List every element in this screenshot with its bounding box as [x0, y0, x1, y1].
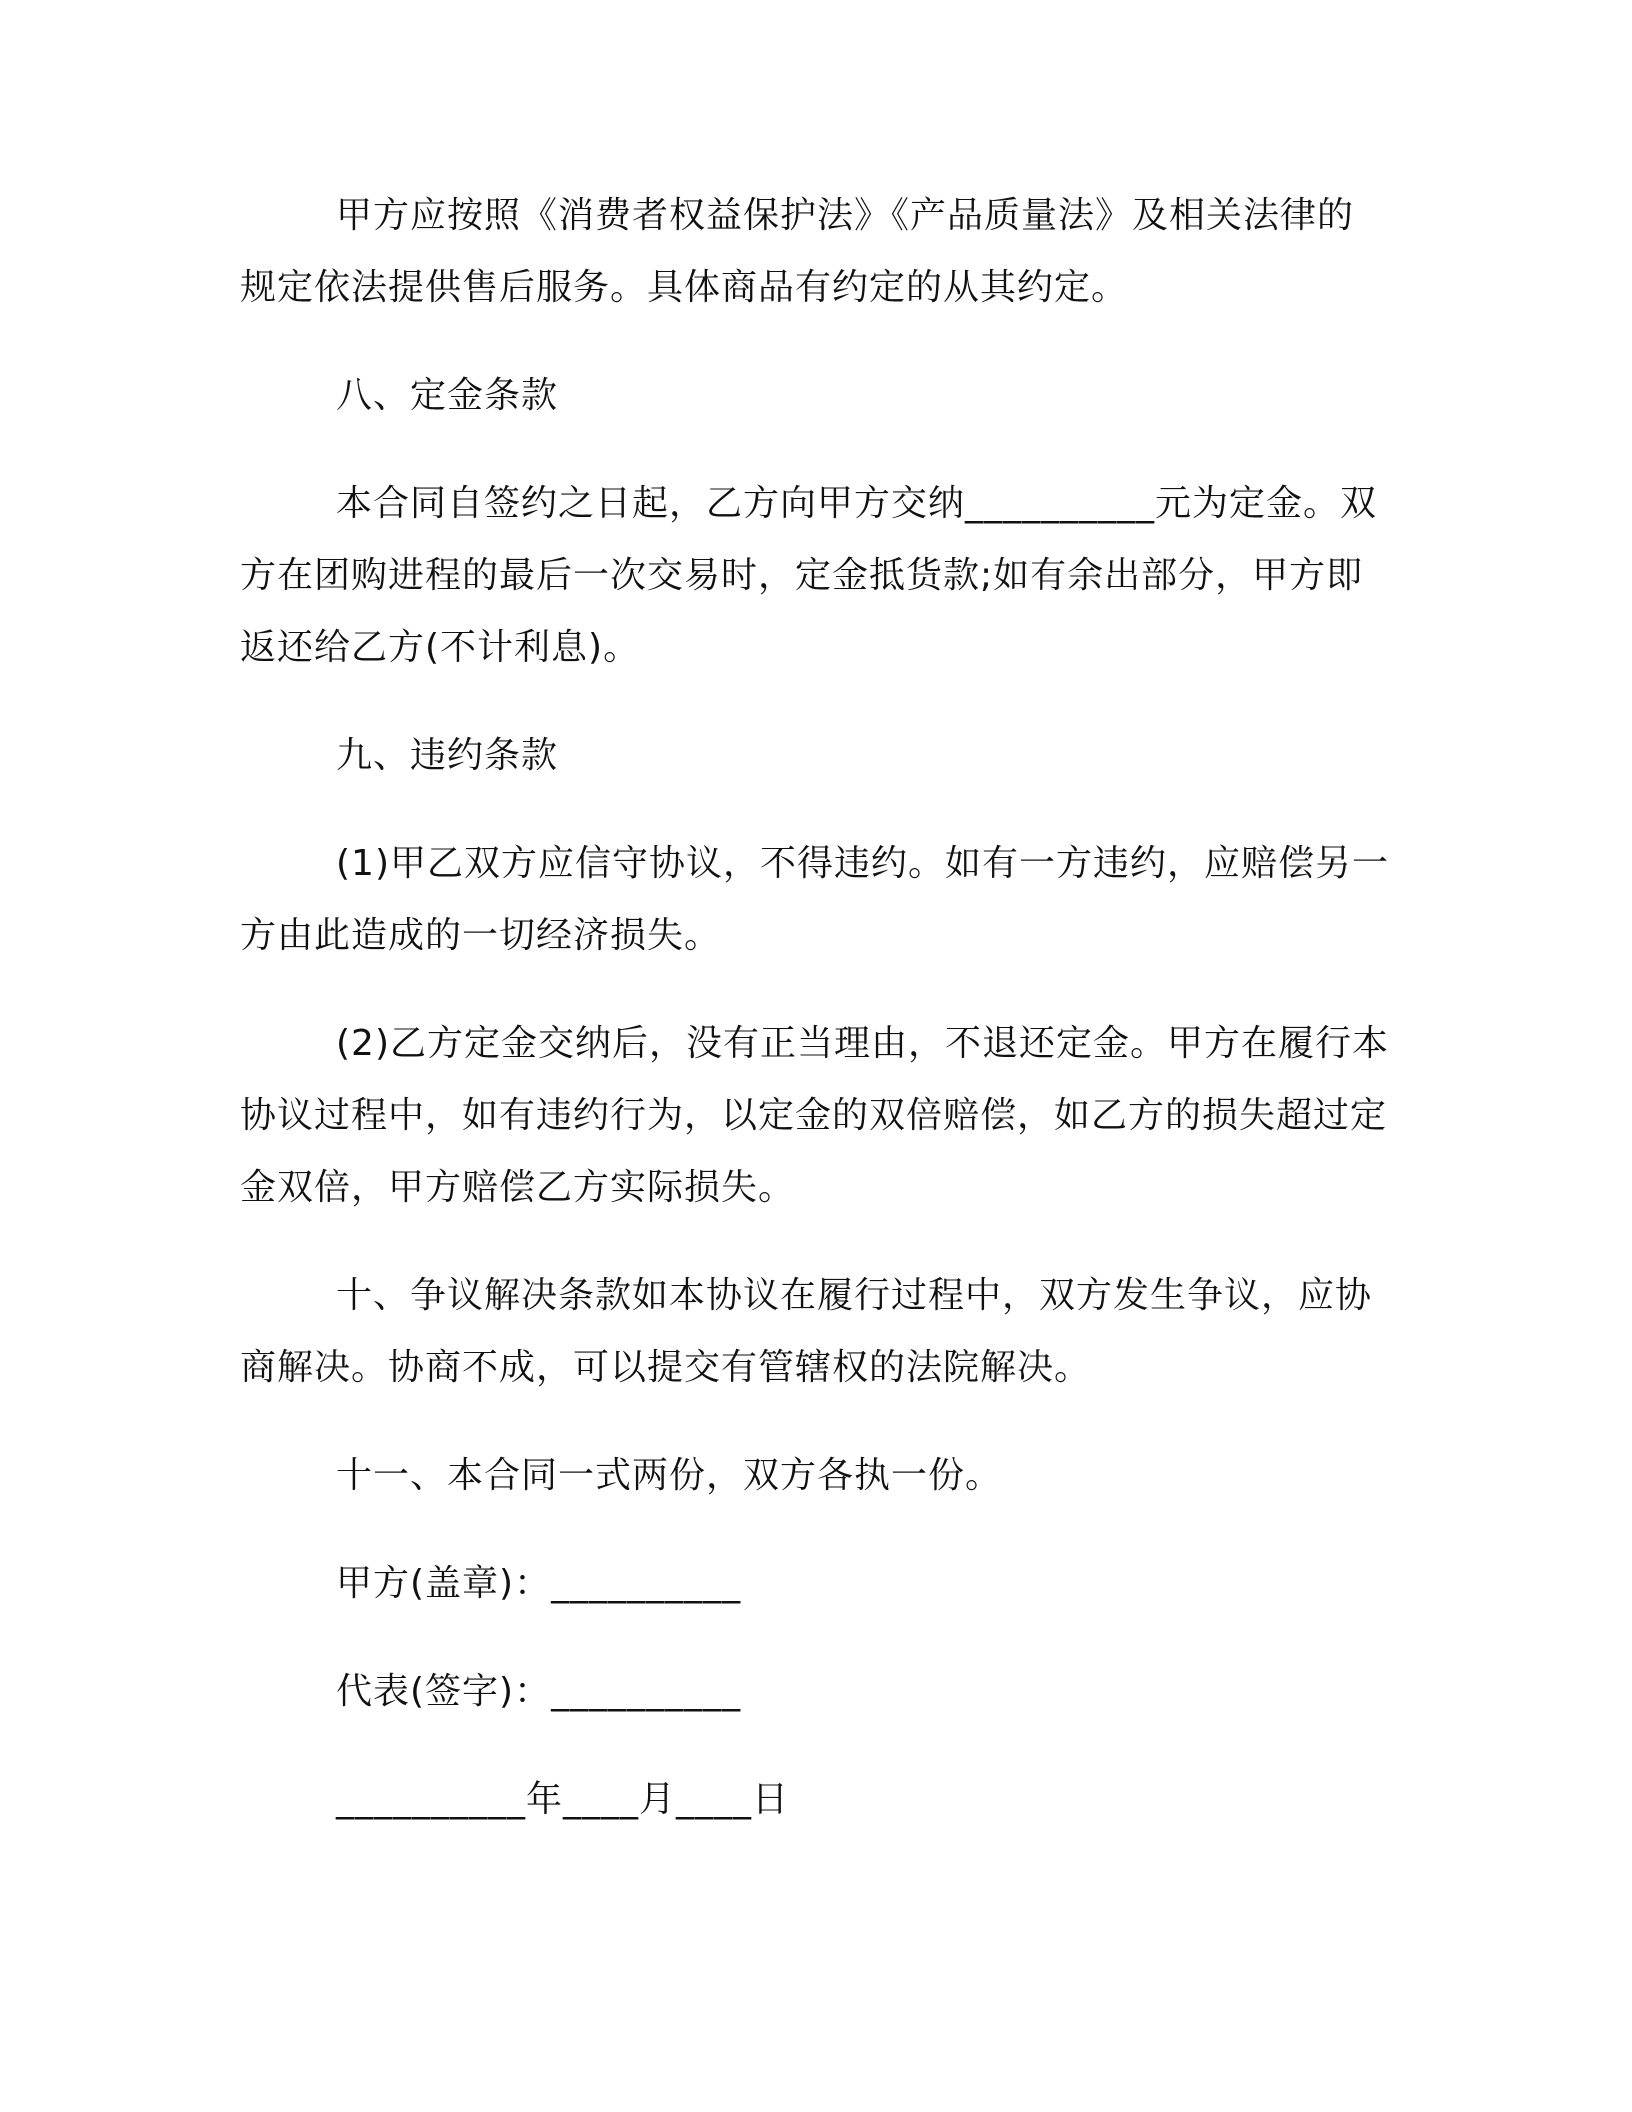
paragraph-breach-2: (2)乙方定金交纳后，没有正当理由，不退还定金。甲方在履行本协议过程中，如有违约行为，以定金的双倍赔偿，如乙方的损失超过定金双倍，甲方赔偿乙方实际损失。 [240, 1023, 1389, 1208]
heading-breach-clause: 九、违约条款 [336, 735, 559, 776]
signature-date: __________年____月____日 [336, 1779, 789, 1820]
paragraph-deposit: 本合同自签约之日起，乙方向甲方交纳__________元为定金。双方在团购进程的最后一次交易时，定金抵货款;如有余出部分，甲方即返还给乙方(不计利息)。 [240, 483, 1378, 668]
paragraph-dispute: 十、争议解决条款如本协议在履行过程中，双方发生争议，应协商解决。协商不成，可以提交有管辖权的法院解决。 [240, 1275, 1373, 1388]
paragraph-breach-1: (1)甲乙双方应信守协议，不得违约。如有一方违约，应赔偿另一方由此造成的一切经济损失。 [240, 843, 1389, 956]
signature-representative: 代表(签字)：__________ [336, 1671, 742, 1712]
paragraph-after-sales: 甲方应按照《消费者权益保护法》《产品质量法》及相关法律的规定依法提供售后服务。具体商品有约定的从其约定。 [240, 195, 1355, 308]
heading-copies: 十一、本合同一式两份，双方各执一份。 [336, 1455, 1003, 1496]
signature-party-a: 甲方(盖章)：__________ [336, 1563, 742, 1604]
heading-deposit-clause: 八、定金条款 [336, 375, 559, 416]
